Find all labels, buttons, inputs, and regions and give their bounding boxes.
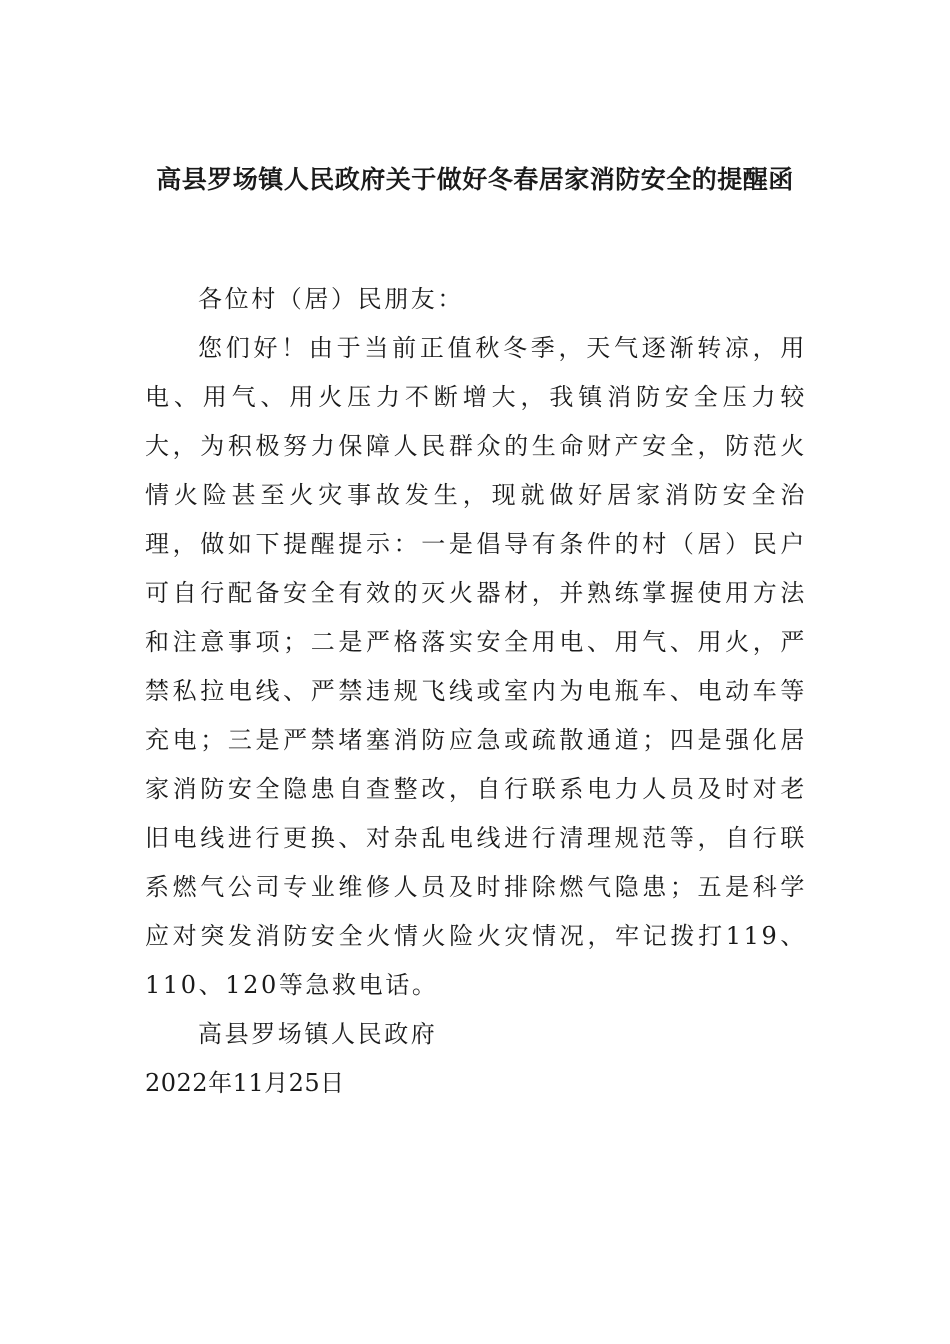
signature: 高县罗场镇人民政府 [198, 1020, 438, 1048]
document-date: 2022年11月25日 [145, 1069, 345, 1097]
document-body [145, 275, 807, 1108]
body-paragraph: 您们好！由于当前正值秋冬季，天气逐渐转凉，用电、用气、用火压力不断增大，我镇消防安全压力较大，为积极努力保障人民群众的生命财产安全，防范火情火险甚至火灾事故发生，现就做好居家消防安全治理，做如下提醒提示：一是倡导有条件的村（居）民户可自行配备安全有效的灭火器材，并熟练掌握使用方法和注意事项；二是严格落实安全用电、用气、用火，严禁私拉电线、严禁违规飞线或室内为电瓶车、电动车等充电；三是严禁堵塞消防应急或疏散通道；四是强化居家消防安全隐患自查整改，自行联系电力人员及时对老旧电线进行更换、对杂乱电线进行清理规范等，自行联系燃气公司专业维修人员及时排除燃气隐患；五是科学应对突发消防安全火情火险火灾情况，牢记拨打119、110、120等急救电话。 [145, 334, 807, 999]
salutation: 各位村（居）民朋友： [198, 285, 464, 313]
document-title: 高县罗场镇人民政府关于做好冬春居家消防安全的提醒函 [156, 165, 794, 194]
